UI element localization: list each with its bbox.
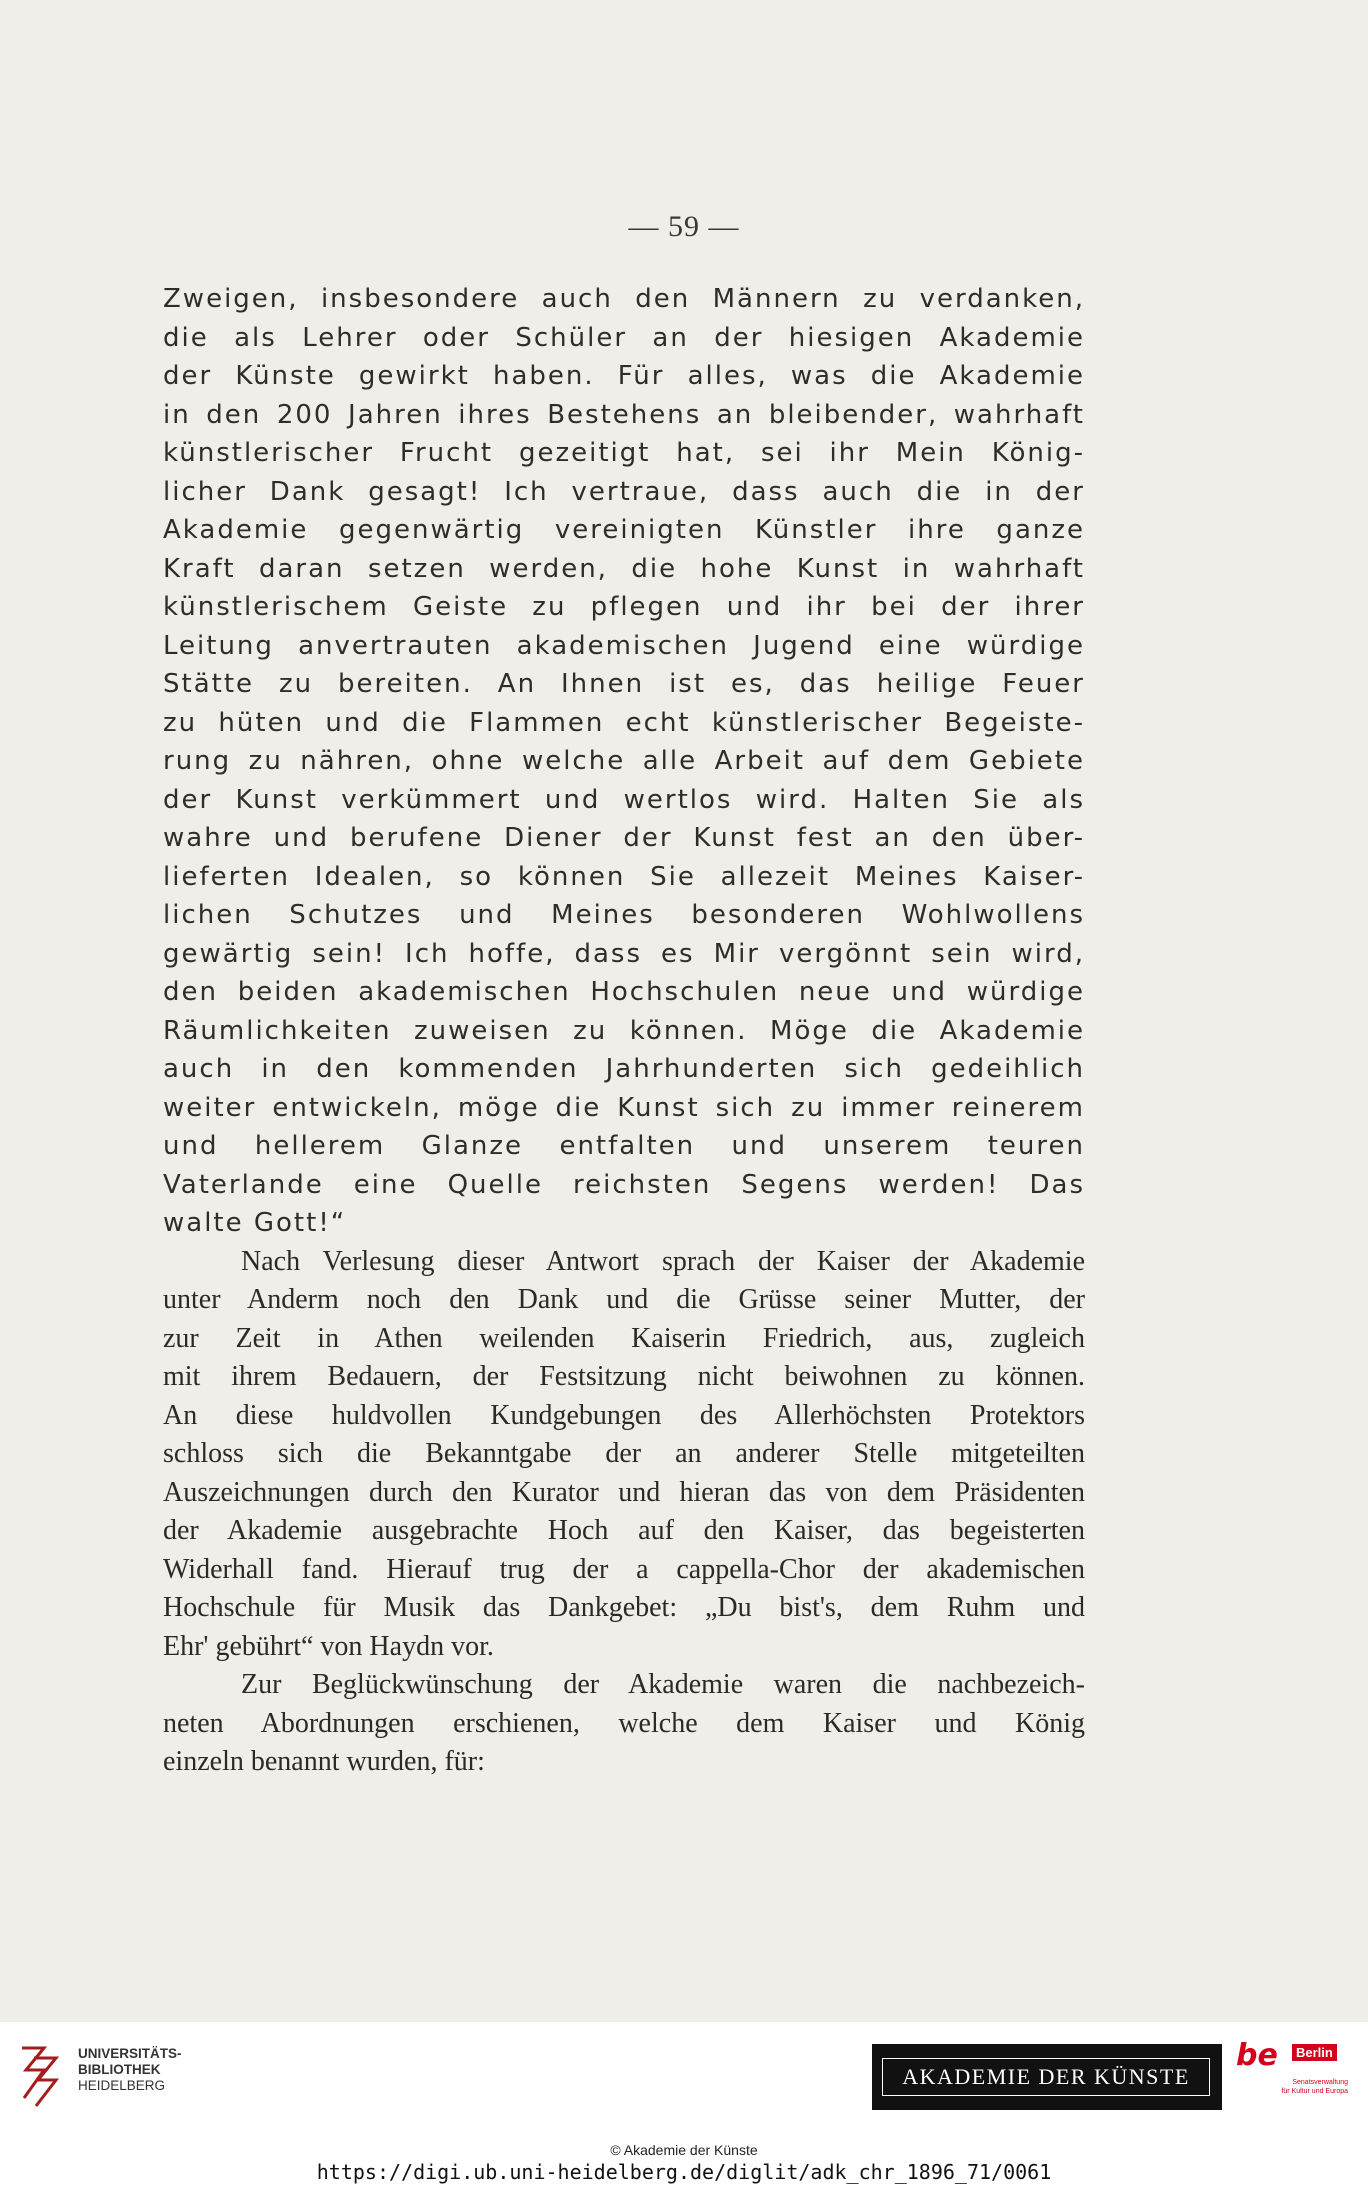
text-line: künstlerischem Geiste zu pflegen und ihr bei der ihrer <box>163 592 1085 622</box>
berlin-tag: Berlin <box>1292 2044 1337 2061</box>
text-line: Nach Verlesung dieser Antwort sprach der Kaiser der Akademie <box>241 1245 1085 1277</box>
text-line: Kraft daran setzen werden, die hohe Kunst in wahrhaft <box>163 553 1085 584</box>
uni-line-3: HEIDELBERG <box>78 2078 166 2093</box>
text-line: den beiden akademischen Hochschulen neue und würdige <box>163 977 1085 1007</box>
permalink-url[interactable]: https://digi.ub.uni-heidelberg.de/diglit/adk_chr_1896_71/0061 <box>316 2160 1052 2184</box>
text-line: lichen Schutzes und Meines besonderen Wohlwollens <box>163 900 1085 930</box>
be-berlin-logo[interactable] <box>1236 2040 1348 2120</box>
text-line: gewärtig sein! Ich hoffe, dass es Mir vergönnt sein wird, <box>163 938 1085 969</box>
text-line: lieferten Idealen, so können Sie allezeit Meines Kaiser- <box>163 861 1085 892</box>
copyright-notice: © Akademie der Künste <box>610 2142 758 2158</box>
paragraph-narrative <box>163 1243 1085 1667</box>
text-body <box>163 280 1085 1782</box>
text-line: neten Abordnungen erschienen, welche dem Kaiser und König <box>163 1707 1085 1739</box>
text-line: licher Dank gesagt! Ich vertraue, dass auch die in der <box>163 476 1085 507</box>
text-line: Widerhall fand. Hierauf trug der a cappella-Chor der akademischen <box>163 1553 1085 1585</box>
text-line: Leitung anvertrauten akademischen Jugend eine würdige <box>163 630 1085 661</box>
text-line: weiter entwickeln, möge die Kunst sich zu immer reinerem <box>163 1092 1085 1123</box>
text-line: unter Anderm noch den Dank und die Grüsse seiner Mutter, der <box>163 1284 1085 1315</box>
text-line: in den 200 Jahren ihres Bestehens an bleibender, wahrhaft <box>163 399 1085 430</box>
text-line: künstlerischer Frucht gezeitigt hat, sei ihr Mein König- <box>163 438 1085 468</box>
paragraph-quote <box>163 280 1085 1243</box>
adk-logo-label: AKADEMIE DER KÜNSTE <box>882 2058 1210 2096</box>
senate-line-2: für Kultur und Europa <box>1281 2088 1348 2095</box>
text-line: Stätte zu bereiten. An Ihnen ist es, das heilige Feuer <box>163 669 1085 699</box>
be-mark: be <box>1236 2038 1278 2073</box>
text-line: Akademie gegenwärtig vereinigten Künstler ihre ganze <box>163 515 1085 545</box>
text-line: Ehr' gebührt“ von Haydn vor. <box>163 1630 494 1662</box>
text-line: An diese huldvollen Kundgebungen des Allerhöchsten Protektors <box>163 1399 1085 1431</box>
paragraph-delegations <box>163 1666 1085 1782</box>
page-number: — 59 — <box>628 210 740 243</box>
uni-line-1: UNIVERSITÄTS- <box>78 2046 182 2061</box>
text-line: einzeln benannt wurden, für: <box>163 1746 485 1777</box>
text-line: Zur Beglückwünschung der Akademie waren die nachbezeich- <box>241 1669 1085 1700</box>
text-line: Hochschule für Musik das Dankgebet: „Du bist's, dem Ruhm und <box>163 1592 1085 1623</box>
text-line: walte Gott!“ <box>163 1208 347 1238</box>
text-line: der Kunst verkümmert und wertlos wird. Halten Sie als <box>163 784 1085 815</box>
text-line: rung zu nähren, ohne welche alle Arbeit auf dem Gebiete <box>163 746 1085 776</box>
text-line: schloss sich die Bekanntgabe der an anderer Stelle mitgeteilten <box>163 1438 1085 1469</box>
text-line: der Künste gewirkt haben. Für alles, was die Akademie <box>163 361 1085 391</box>
text-line: Auszeichnungen durch den Kurator und hieran das von dem Präsidenten <box>163 1476 1085 1508</box>
text-line: Räumlichkeiten zuweisen zu können. Möge die Akademie <box>163 1015 1085 1046</box>
text-line: die als Lehrer oder Schüler an der hiesigen Akademie <box>163 322 1085 353</box>
text-line: Vaterlande eine Quelle reichsten Segens werden! Das <box>163 1169 1085 1200</box>
text-line: mit ihrem Bedauern, der Festsitzung nicht beiwohnen zu können. <box>163 1361 1085 1392</box>
uni-line-2: BIBLIOTHEK <box>78 2062 161 2077</box>
text-line: der Akademie ausgebrachte Hoch auf den Kaiser, das begeisterten <box>163 1515 1085 1546</box>
senate-text <box>1270 2078 1348 2096</box>
senate-line-1: Senatsverwaltung <box>1292 2079 1348 2086</box>
text-line: und hellerem Glanze entfalten und unserem teuren <box>163 1131 1085 1161</box>
adk-logo[interactable] <box>872 2044 1222 2110</box>
text-line: auch in den kommenden Jahrhunderten sich gedeihlich <box>163 1054 1085 1084</box>
university-library-logo-icon[interactable] <box>14 2040 69 2110</box>
text-line: wahre und berufene Diener der Kunst fest an den über- <box>163 823 1085 853</box>
text-line: zur Zeit in Athen weilenden Kaiserin Friedrich, aus, zugleich <box>163 1322 1085 1354</box>
university-library-name[interactable] <box>78 2046 182 2094</box>
text-line: Zweigen, insbesondere auch den Männern zu verdanken, <box>163 284 1085 314</box>
text-line: zu hüten und die Flammen echt künstlerischer Begeiste- <box>163 707 1085 738</box>
